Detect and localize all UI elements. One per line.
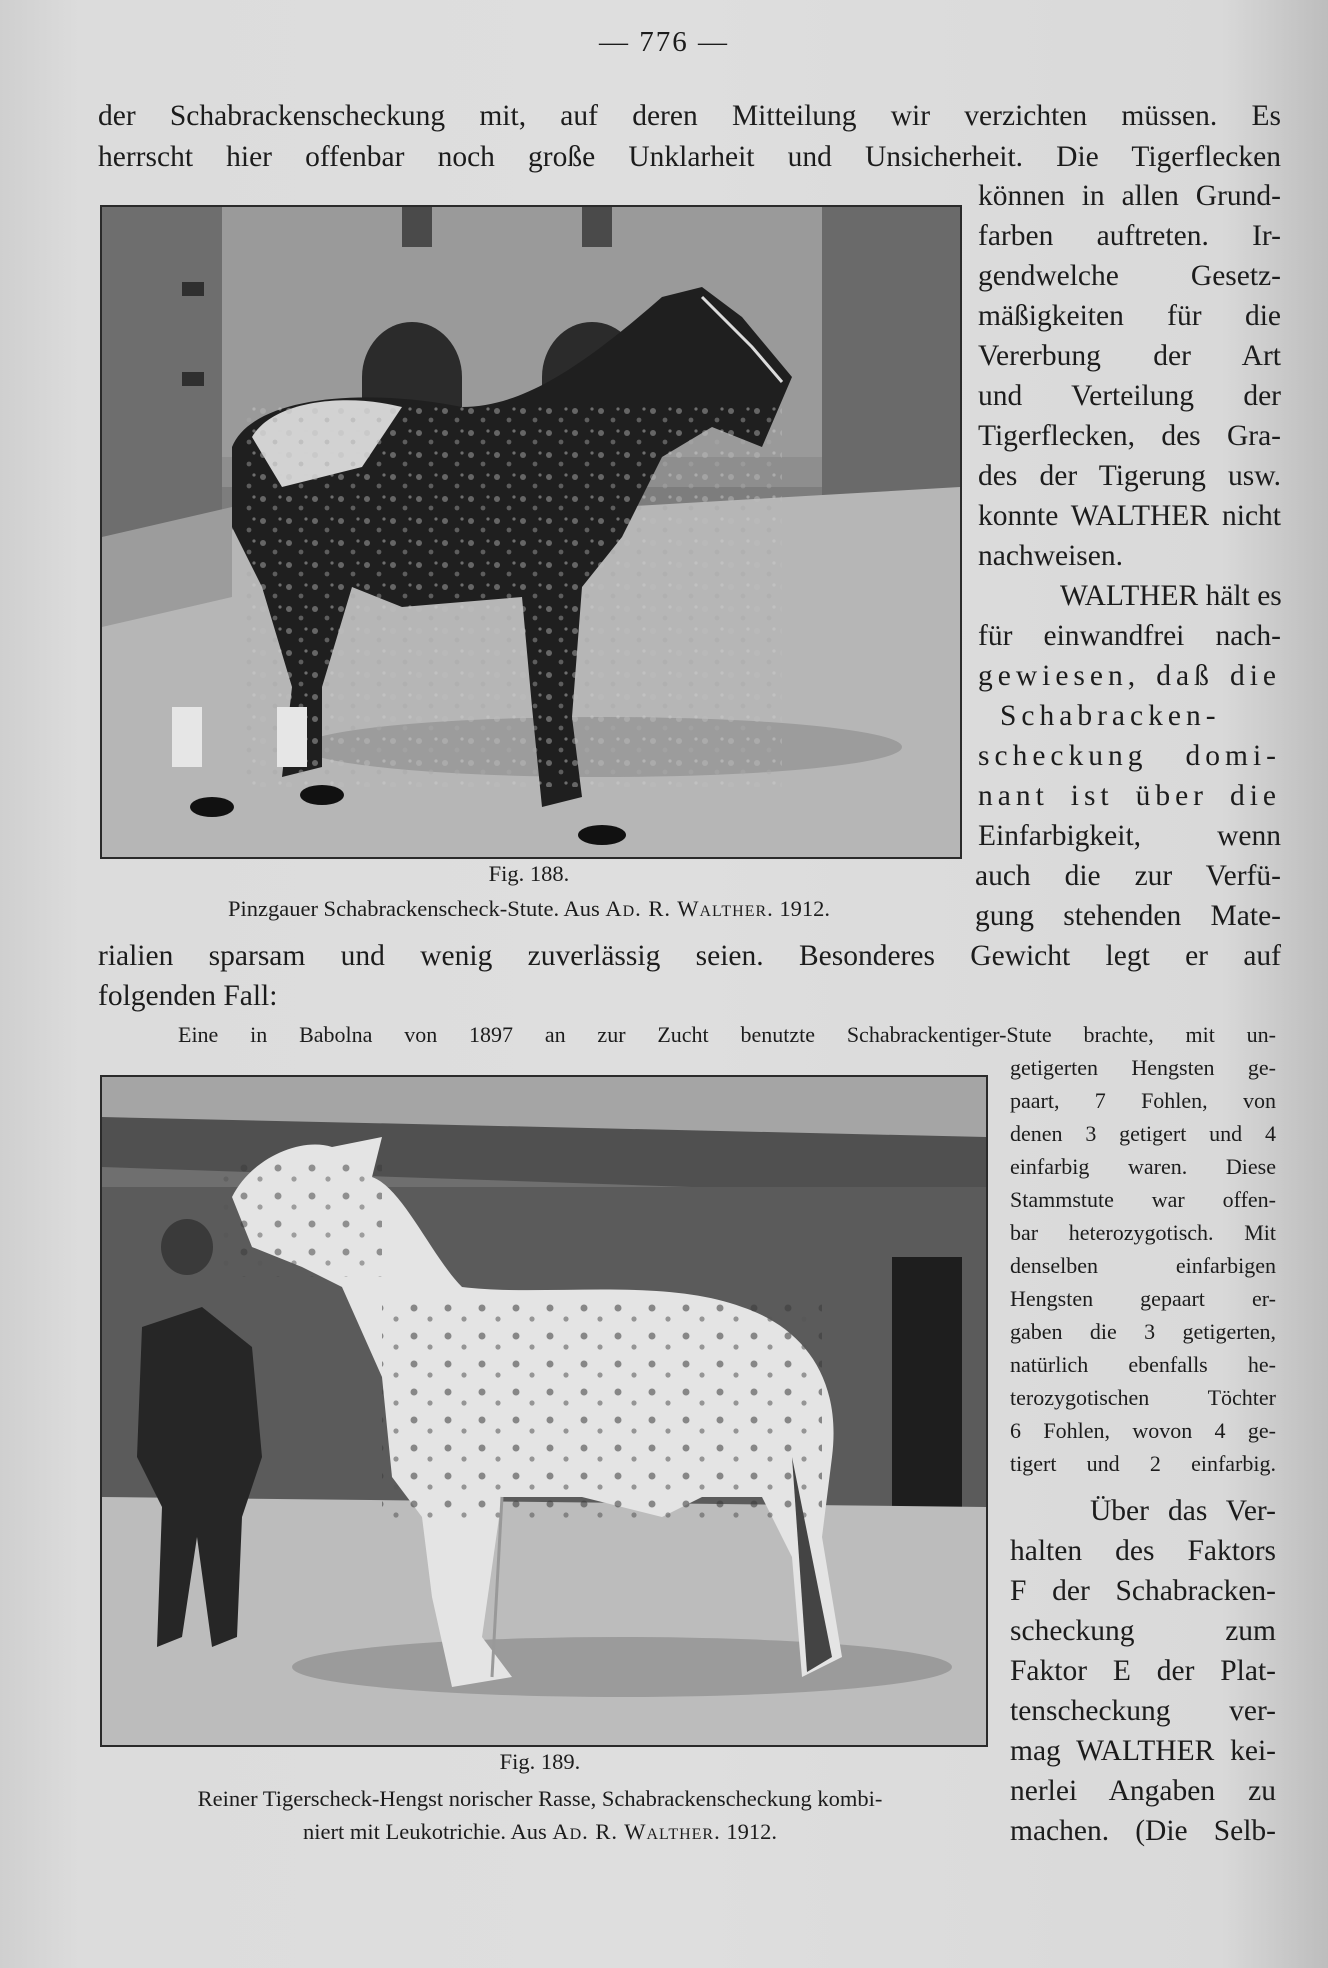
small-print-line: Eine in Babolna von 1897 an zur Zucht benutzte Schabrackentiger-Stute brachte, mit un- [178, 1022, 1276, 1047]
figure-189-caption-line1: Reiner Tigerscheck-Hengst norischer Rasse, Schabrackenscheckung kombi- [197, 1786, 883, 1811]
page-number: — 776 — [599, 26, 729, 58]
small-print-line: 6 Fohlen, wovon 4 ge- [1010, 1418, 1276, 1443]
side-text-line: machen. (Die Selb- [1010, 1815, 1276, 1847]
side-text-line: Einfarbigkeit, wenn [978, 820, 1281, 852]
small-print-line: terozygotischen Töchter [1010, 1385, 1276, 1410]
small-print-line: denselben einfarbigen [1010, 1253, 1276, 1278]
small-print-line: natürlich ebenfalls he- [1010, 1352, 1276, 1377]
body-text-line: rialien sparsam und wenig zuverlässig seien. Besonderes Gewicht legt er auf [98, 940, 1281, 972]
small-print-line: gaben die 3 getigerten, [1010, 1319, 1276, 1344]
side-text-line: gung stehenden Mate- [975, 900, 1281, 932]
side-text-line: Schabracken- [1000, 700, 1221, 732]
figure-188-label: Fig. 188. [488, 861, 570, 886]
side-text-line: und Verteilung der [978, 380, 1281, 412]
side-text-line: scheckung zum [1010, 1615, 1276, 1647]
caption-author: Ad. R. Walther. [552, 1819, 721, 1844]
side-text-line: konnte WALTHER nicht [978, 500, 1281, 532]
small-print-line: tigert und 2 einfarbig. [1010, 1451, 1276, 1476]
small-print-line: Stammstute war offen- [1010, 1187, 1276, 1212]
side-text-line: nerlei Angaben zu [1010, 1775, 1276, 1807]
caption-text: Pinzgauer Schabrackenscheck-Stute. Aus [227, 896, 600, 921]
side-text-line: mag WALTHER kei- [1010, 1735, 1276, 1767]
caption-text: niert mit Leukotrichie. Aus [303, 1819, 547, 1844]
small-print-line: paart, 7 Fohlen, von [1010, 1088, 1276, 1113]
side-text-line: gendwelche Gesetz- [978, 260, 1281, 292]
body-text-line: folgenden Fall: [98, 980, 278, 1012]
side-text-line: können in allen Grund- [978, 180, 1281, 212]
small-print-line: denen 3 getigert und 4 [1010, 1121, 1276, 1146]
side-text-line: halten des Faktors [1010, 1535, 1276, 1567]
caption-year: 1912. [779, 896, 831, 921]
side-text-line: Tigerflecken, des Gra- [978, 420, 1281, 452]
body-text-line: herrscht hier offenbar noch große Unklarheit und Unsicherheit. Die Tigerflecken [98, 141, 1281, 173]
side-text-line: mäßigkeiten für die [978, 300, 1281, 332]
side-text-line: auch die zur Verfü- [975, 860, 1281, 892]
side-text-line: nant ist über die [978, 780, 1281, 812]
caption-author: Ad. R. Walther. [605, 896, 774, 921]
side-text-line: Faktor E der Plat- [1010, 1655, 1276, 1687]
body-text-line: der Schabrackenscheckung mit, auf deren Mitteilung wir verzichten müssen. Es [98, 100, 1281, 132]
side-text-line: tenscheckung ver- [1010, 1695, 1276, 1727]
figure-189-caption-line2 [90, 1815, 990, 1848]
side-text-line: Über das Ver- [1090, 1495, 1276, 1527]
side-text-line: F der Schabracken- [1010, 1575, 1276, 1607]
side-text-line: nachweisen. [978, 540, 1123, 572]
side-text-line: farben auftreten. Ir- [978, 220, 1281, 252]
figure-189-label: Fig. 189. [499, 1749, 581, 1774]
small-print-line: einfarbig waren. Diese [1010, 1154, 1276, 1179]
small-print-line: getigerten Hengsten ge- [1010, 1055, 1276, 1080]
side-text-line: des der Tigerung usw. [978, 460, 1281, 492]
small-print-line: Hengsten gepaart er- [1010, 1286, 1276, 1311]
side-text-line: scheckung domi- [978, 740, 1281, 772]
figure-188-photo [100, 205, 962, 859]
side-text-line: Vererbung der Art [978, 340, 1281, 372]
side-text-line: WALTHER hält es [1060, 580, 1282, 612]
caption-year: 1912. [726, 1819, 777, 1844]
side-text-line: für einwandfrei nach- [978, 620, 1281, 652]
figure-189-photo [100, 1075, 988, 1747]
figure-188-caption [100, 892, 958, 925]
small-print-line: bar heterozygotisch. Mit [1010, 1220, 1276, 1245]
side-text-line: gewiesen, daß die [978, 660, 1281, 692]
